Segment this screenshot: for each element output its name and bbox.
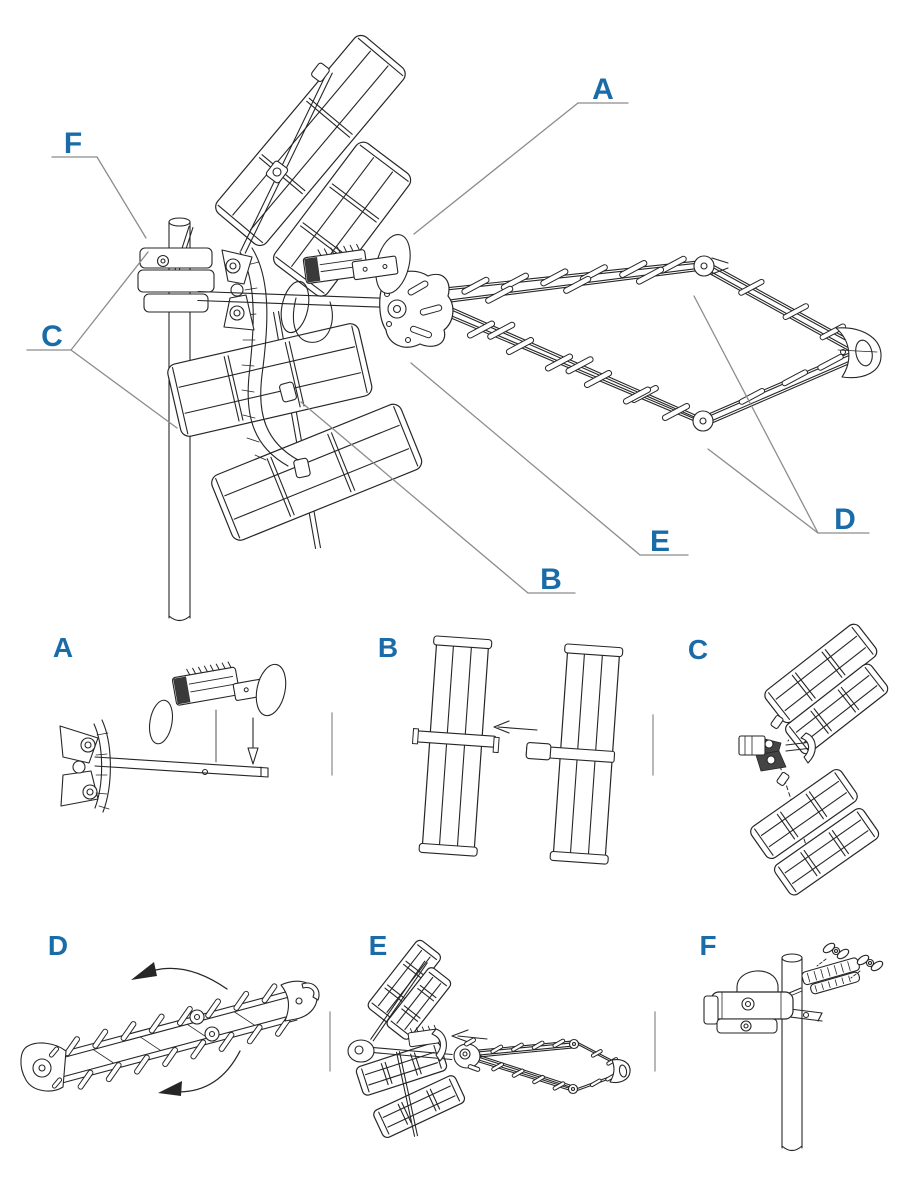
detail-panel-e-illustration [348, 938, 630, 1139]
detail-panel-a-illustration [60, 661, 290, 812]
detail-panel-label-c: C [687, 634, 709, 665]
detail-panel-label-e: E [368, 930, 388, 961]
wing-nut-icon [822, 941, 851, 960]
wing-nut-icon [856, 953, 885, 972]
main-callout-label-d: D [834, 503, 856, 536]
detail-panel-c-illustration [739, 621, 890, 897]
callout-leader-lines [27, 103, 869, 593]
detail-panel-b-illustration [405, 635, 623, 864]
detail-panel-d-illustration [21, 962, 319, 1096]
main-illustration [138, 32, 881, 621]
detail-panel-label-a: A [52, 632, 74, 663]
main-callout-label-e: E [649, 525, 671, 558]
detail-panel-label-b: B [377, 632, 399, 663]
main-callout-label-a: A [592, 73, 614, 106]
main-callout-label-f: F [63, 127, 83, 160]
detail-panel-f-illustration [704, 941, 884, 1150]
main-callout-label-b: B [540, 563, 562, 596]
main-callout-label-c: C [41, 320, 63, 353]
detail-panel-label-d: D [47, 930, 69, 961]
detail-panel-label-f: F [699, 930, 717, 961]
